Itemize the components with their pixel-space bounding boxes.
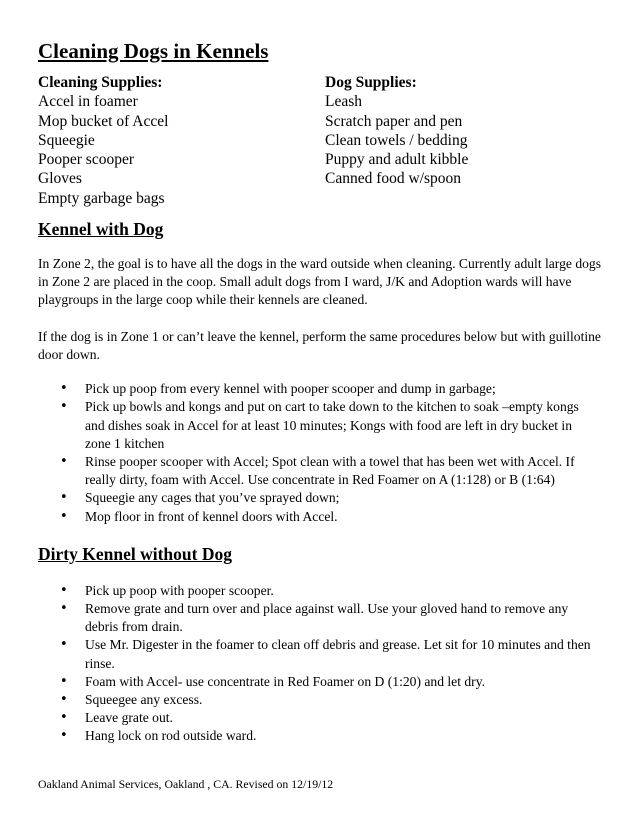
dog-supplies-heading: Dog Supplies: — [325, 74, 417, 91]
page-footer: Oakland Animal Services, Oakland , CA. Revised on 12/19/12 — [38, 777, 334, 791]
dog-supply-item: Clean towels / bedding — [325, 131, 468, 149]
cleaning-supplies-heading: Cleaning Supplies: — [38, 74, 163, 91]
dirty-kennel-heading: Dirty Kennel without Dog — [38, 543, 232, 564]
list-item: • Hang lock on rod outside ward. — [52, 727, 598, 745]
cleaning-supplies-column — [38, 73, 325, 208]
list-item: • Mop floor in front of kennel doors with Accel. — [52, 508, 598, 526]
cleaning-supply-item: Gloves — [38, 170, 82, 188]
dirty-kennel-steps — [38, 582, 598, 746]
cleaning-supply-item: Accel in foamer — [38, 93, 138, 111]
document-page — [38, 38, 608, 746]
kennel-with-dog-steps — [38, 380, 598, 526]
list-item: • Leave grate out. — [52, 709, 598, 727]
dog-supply-item: Scratch paper and pen — [325, 112, 463, 130]
list-item: • Pick up poop with pooper scooper. — [52, 582, 598, 600]
list-item: • Pick up poop from every kennel with pooper scooper and dump in garbage; — [52, 380, 598, 398]
cleaning-supply-item: Squeegie — [38, 131, 95, 149]
supplies-section — [38, 73, 608, 208]
zone2-paragraph: In Zone 2, the goal is to have all the dogs in the ward outside when cleaning. Currently adult large dogs in Zone 2 are placed in the coop. Small adult dogs from I ward, J/K and Adoption wards will have playgroups in the large coop while their kennels are cleaned. — [38, 256, 601, 308]
cleaning-supply-item: Empty garbage bags — [38, 189, 165, 207]
kennel-with-dog-heading: Kennel with Dog — [38, 219, 164, 240]
list-item: • Remove grate and turn over and place against wall. Use your gloved hand to remove any debris from drain. — [52, 600, 598, 636]
page-title: Cleaning Dogs in Kennels — [38, 39, 269, 63]
dog-supply-item: Leash — [325, 93, 363, 111]
zone1-paragraph: If the dog is in Zone 1 or can’t leave the kennel, perform the same procedures below but with guillotine door down. — [38, 328, 601, 362]
dog-supply-item: Canned food w/spoon — [325, 170, 462, 188]
list-item: • Squeegee any excess. — [52, 691, 598, 709]
cleaning-supply-item: Mop bucket of Accel — [38, 112, 169, 130]
dog-supply-item: Puppy and adult kibble — [325, 151, 469, 169]
dog-supplies-column — [325, 73, 605, 208]
list-item: • Foam with Accel- use concentrate in Red Foamer on D (1:20) and let dry. — [52, 673, 598, 691]
list-item: • Rinse pooper scooper with Accel; Spot clean with a towel that has been wet with Accel. If really dirty, foam with Accel. Use concentrate in Red Foamer on A (1:128) or B (1:64) — [52, 453, 598, 489]
cleaning-supply-item: Pooper scooper — [38, 151, 134, 169]
list-item: • Pick up bowls and kongs and put on cart to take down to the kitchen to soak –empty kongs and dishes soak in Accel for at least 10 minutes; Kongs with food are left in dry bucket in zone 1 kitchen — [52, 398, 598, 453]
list-item: • Squeegie any cages that you’ve sprayed down; — [52, 489, 598, 507]
list-item: • Use Mr. Digester in the foamer to clean off debris and grease. Let sit for 10 minutes and then rinse. — [52, 636, 598, 672]
